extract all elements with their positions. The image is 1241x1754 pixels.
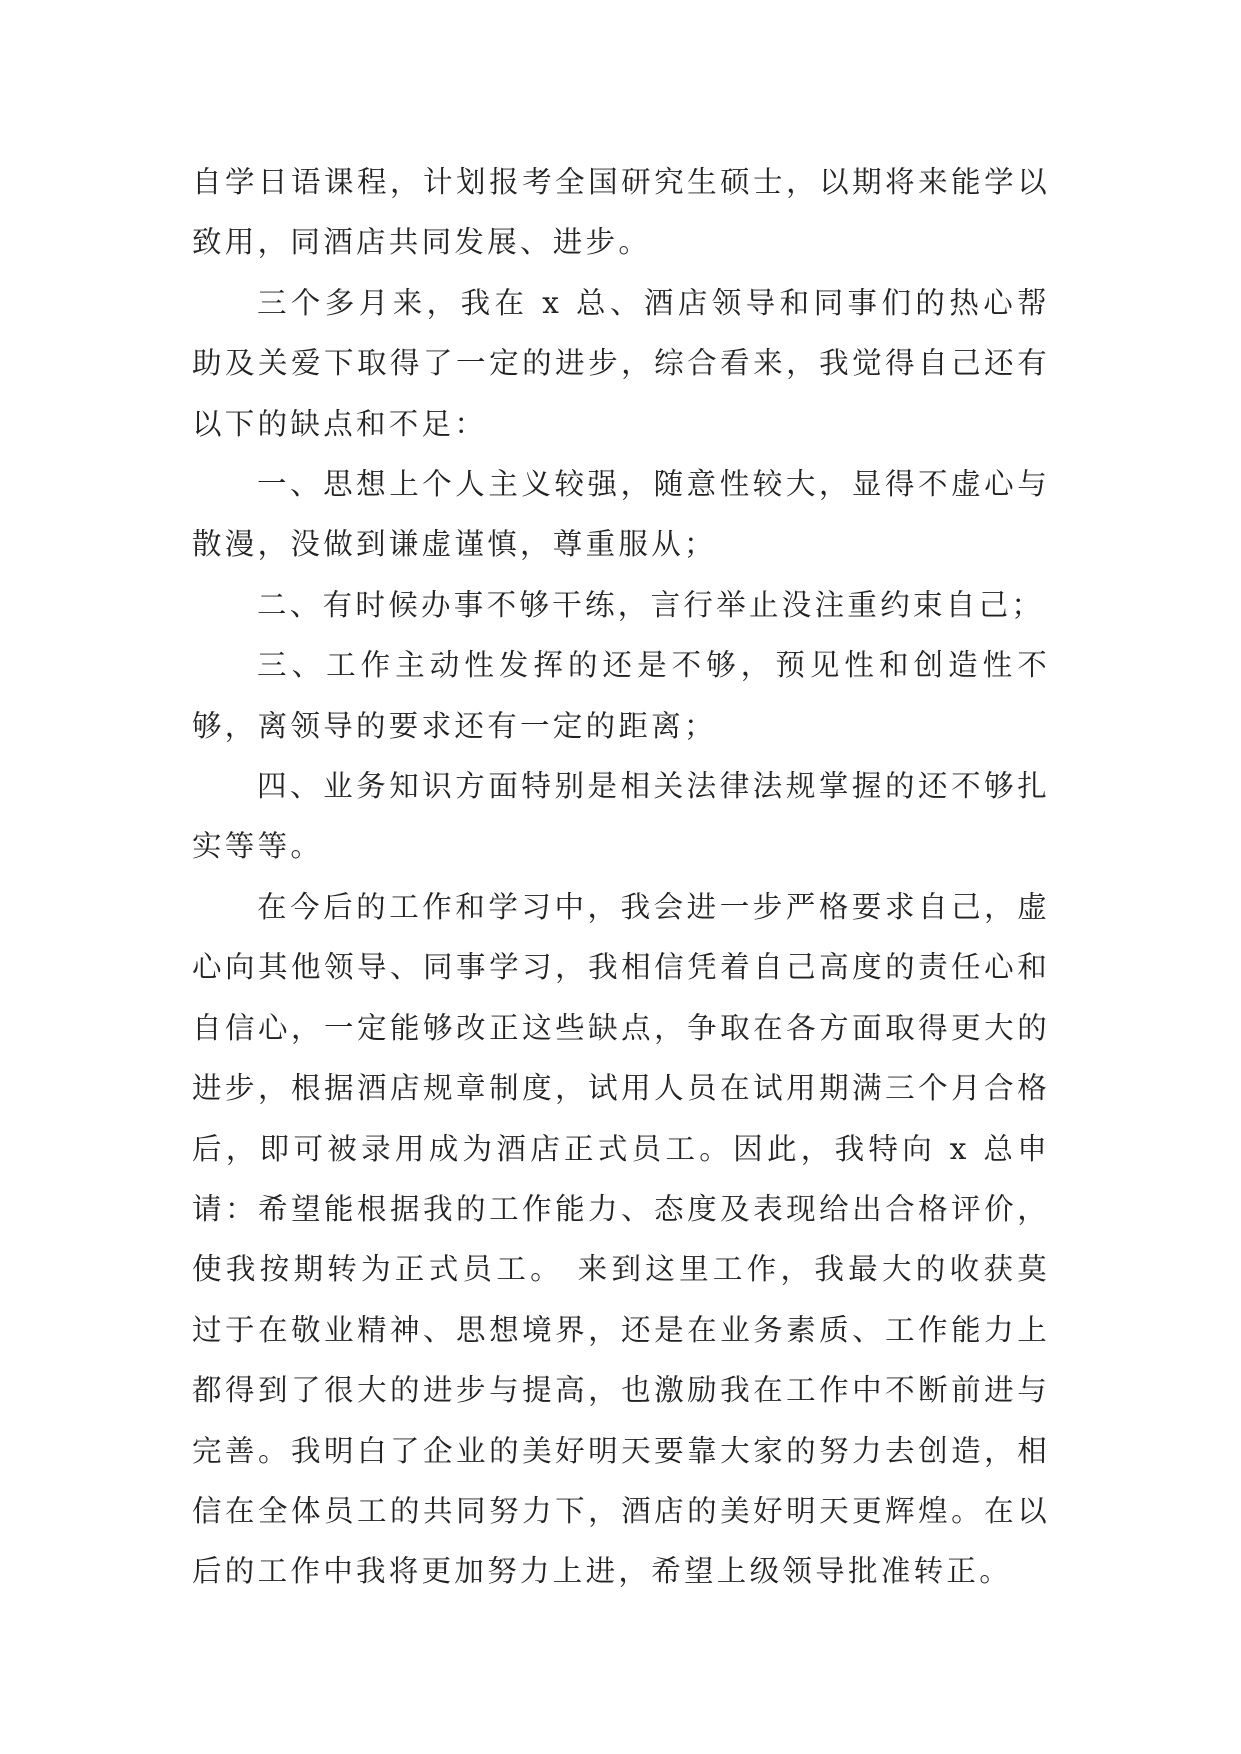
paragraph-shortcoming-2: 二、有时候办事不够干练，言行举止没注重约束自己； [257, 587, 1045, 622]
paragraph-closing-request: 在今后的工作和学习中，我会进一步严格要求自己，虚心向其他领导、同事学习，我相信凭着自己高度的责任心和自信心，一定能够改正这些缺点，争取在各方面取得更大的进步，根据酒店规章制度，试用人员在试用期满三个月合格后，即可被录用成为酒店正式员工。因此，我特向 x 总申请：希望能根据我的工作能力、态度及表现给出合格评价，使我按期转为正式员工。 来到这里工作，我最大的收获莫过于在敬业精神、思想境界，还是在业务素质、工作能力上都得到了很大的进步与提高，也激励我在工作中不断前进与完善。我明白了企业的美好明天要靠大家的努力去创造，相信在全体员工的共同努力下，酒店的美好明天更辉煌。在以后的工作中我将更加努力上进，希望上级领导批准转正。 [192, 889, 1050, 1589]
paragraph-progress-summary: 三个多月来，我在 x 总、酒店领导和同事们的热心帮助及关爱下取得了一定的进步，综合看来，我觉得自己还有以下的缺点和不足： [192, 285, 1050, 441]
document-body [192, 152, 1050, 1602]
paragraph-continuation: 自学日语课程，计划报考全国研究生硕士，以期将来能学以致用，同酒店共同发展、进步。 [192, 165, 1050, 260]
paragraph-shortcoming-1: 一、思想上个人主义较强，随意性较大，显得不虚心与散漫，没做到谦虚谨慎，尊重服从； [192, 467, 1050, 562]
paragraph-shortcoming-4: 四、业务知识方面特别是相关法律法规掌握的还不够扎实等等。 [192, 769, 1050, 864]
paragraph-shortcoming-3: 三、工作主动性发挥的还是不够，预见性和创造性不够，离领导的要求还有一定的距离； [192, 648, 1050, 743]
